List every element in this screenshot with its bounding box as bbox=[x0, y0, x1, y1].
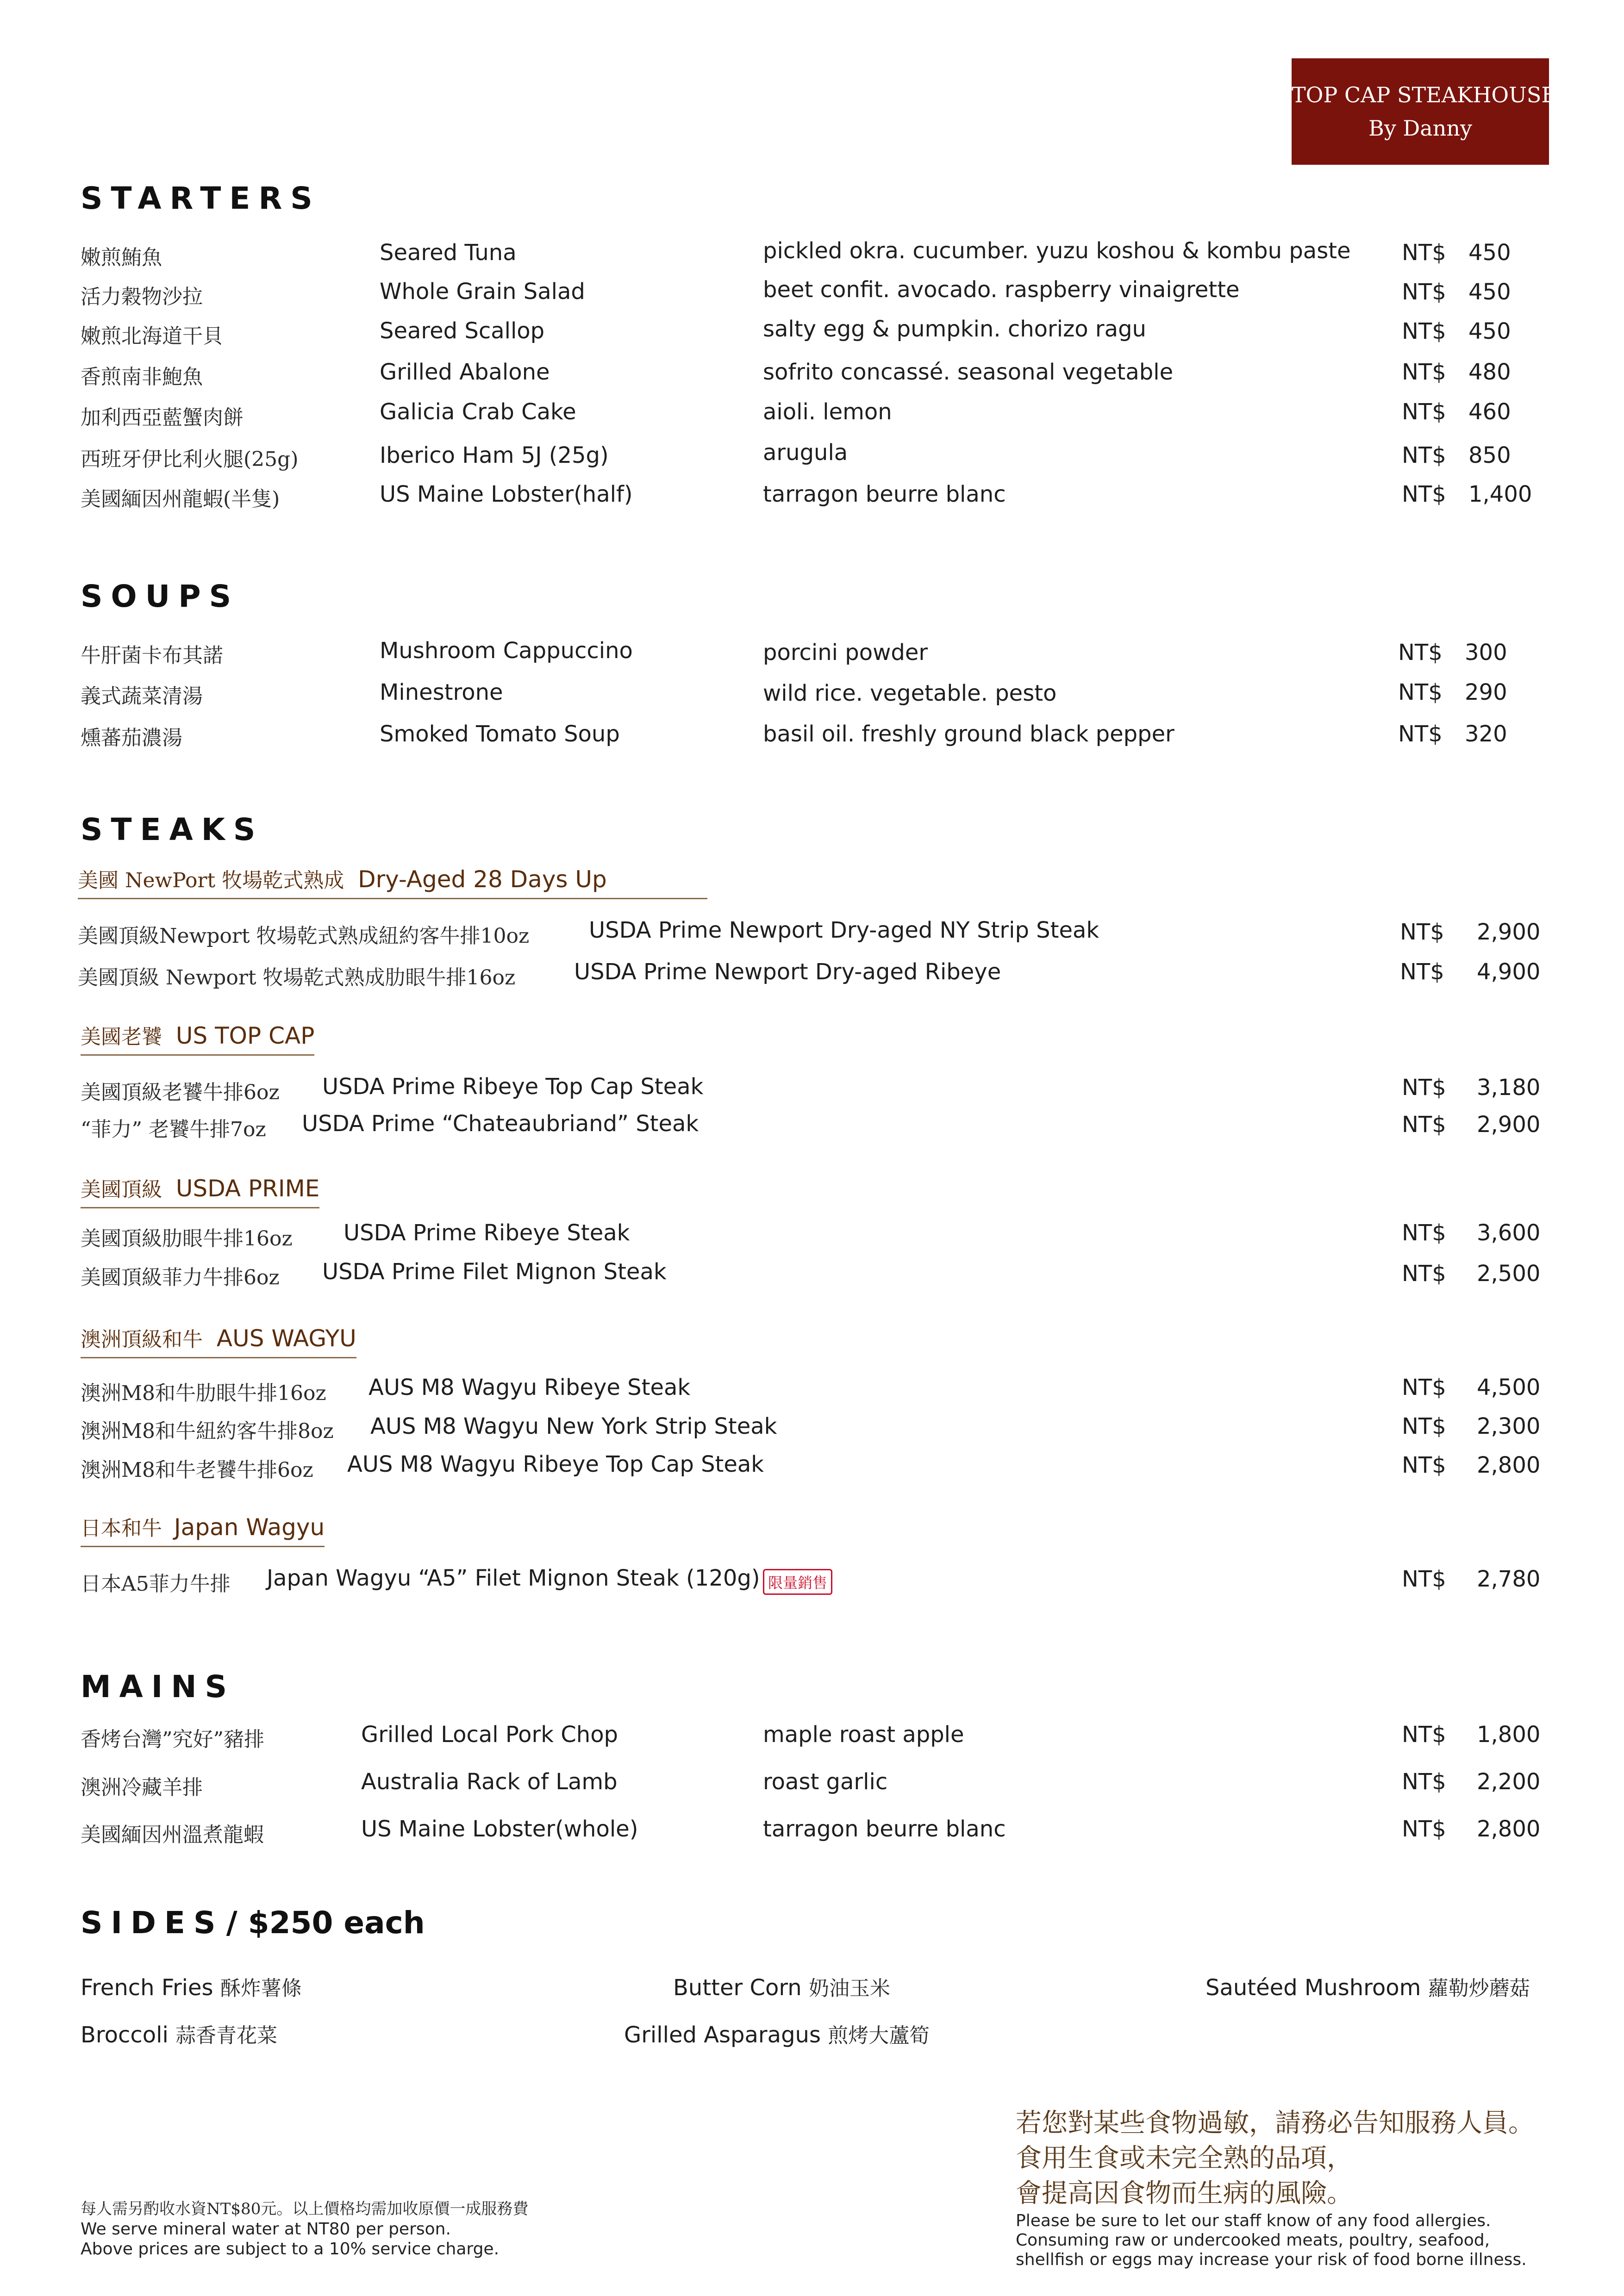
steak-subheading-japan-wagyu bbox=[81, 1512, 325, 1547]
menu-item-en: Seared Scallop bbox=[380, 318, 545, 344]
side-item-en: Broccoli bbox=[81, 2022, 169, 2048]
side-item-en: French Fries bbox=[81, 1975, 213, 2001]
steak-subheading-us-top-cap bbox=[81, 1020, 314, 1056]
menu-item-en: USDA Prime Newport Dry-aged NY Strip Steak bbox=[589, 917, 1099, 943]
menu-item-en: USDA Prime Newport Dry-aged Ribeye bbox=[574, 959, 1001, 985]
subheading-zh: 美國頂級 bbox=[81, 1178, 162, 1201]
menu-item-desc: basil oil. freshly ground black pepper bbox=[763, 721, 1174, 747]
menu-item-zh: 活力穀物沙拉 bbox=[81, 285, 203, 309]
price-value: 2,200 bbox=[1477, 1769, 1541, 1795]
menu-item-en: Galicia Crab Cake bbox=[380, 399, 576, 425]
menu-item-en: US Maine Lobster(whole) bbox=[361, 1816, 638, 1842]
side-item-zh: 奶油玉米 bbox=[808, 1977, 890, 2000]
menu-item-desc: wild rice. vegetable. pesto bbox=[763, 680, 1057, 706]
price-value: 450 bbox=[1468, 240, 1511, 266]
menu-item-en: USDA Prime “Chateaubriand” Steak bbox=[302, 1111, 699, 1137]
service-note-en-charge: Above prices are subject to a 10% service charge. bbox=[81, 2240, 500, 2259]
menu-item-en: Japan Wagyu “A5” Filet Mignon Steak (120g) bbox=[267, 1565, 760, 1591]
price-currency: NT$ bbox=[1402, 1566, 1446, 1592]
price-currency: NT$ bbox=[1402, 1261, 1446, 1287]
menu-item-zh: 美國頂級老饕牛排6oz bbox=[81, 1081, 280, 1104]
price-value: 2,900 bbox=[1477, 919, 1541, 945]
side-item bbox=[81, 1972, 302, 2001]
price-value: 2,300 bbox=[1477, 1413, 1541, 1439]
price-currency: NT$ bbox=[1400, 959, 1444, 985]
price-value: 2,800 bbox=[1477, 1452, 1541, 1478]
menu-item-en: AUS M8 Wagyu Ribeye Steak bbox=[369, 1375, 691, 1400]
menu-item-en: Smoked Tomato Soup bbox=[380, 721, 620, 747]
allergy-notice-zh-1: 若您對某些食物過敏，請務必告知服務人員。 bbox=[1016, 2108, 1534, 2138]
brand-badge bbox=[1292, 58, 1557, 165]
menu-item-en: USDA Prime Filet Mignon Steak bbox=[322, 1259, 667, 1285]
menu-item-desc: salty egg & pumpkin. chorizo ragu bbox=[763, 316, 1146, 342]
menu-item-zh: 澳洲M8和牛肋眼牛排16oz bbox=[81, 1381, 326, 1405]
menu-item-zh: 嫩煎北海道干貝 bbox=[81, 324, 223, 348]
menu-item-zh: 美國緬因州溫煮龍蝦 bbox=[81, 1823, 264, 1847]
brand-byline: By Danny bbox=[1368, 116, 1472, 141]
side-item-en: Butter Corn bbox=[673, 1975, 802, 2001]
price-value: 3,180 bbox=[1477, 1075, 1541, 1101]
price-value: 1,400 bbox=[1468, 481, 1532, 507]
price-value: 2,900 bbox=[1477, 1112, 1541, 1138]
price-value: 450 bbox=[1468, 318, 1511, 344]
menu-item-desc: beet confit. avocado. raspberry vinaigrette bbox=[763, 277, 1240, 303]
price-currency: NT$ bbox=[1402, 1452, 1446, 1478]
price-value: 4,900 bbox=[1477, 959, 1541, 985]
price-currency: NT$ bbox=[1402, 240, 1446, 266]
price-currency: NT$ bbox=[1400, 919, 1444, 945]
side-item bbox=[624, 2019, 930, 2048]
subheading-en: USDA PRIME bbox=[175, 1175, 320, 1202]
menu-item-zh: 美國頂級Newport 牧場乾式熟成紐約客牛排10oz bbox=[78, 924, 530, 948]
service-note-zh: 每人需另酌收水資NT$80元。以上價格均需加收原價一成服務費 bbox=[81, 2200, 529, 2218]
service-note bbox=[81, 2199, 528, 2259]
menu-item-zh: 澳洲冷藏羊排 bbox=[81, 1776, 203, 1799]
menu-item-desc: roast garlic bbox=[763, 1769, 888, 1795]
price-value: 450 bbox=[1468, 279, 1511, 305]
price-currency: NT$ bbox=[1402, 399, 1446, 425]
steak-subheading-dry-aged bbox=[78, 864, 707, 899]
menu-item-zh: 美國頂級菲力牛排6oz bbox=[81, 1266, 280, 1289]
side-item-zh: 酥炸薯條 bbox=[220, 1977, 302, 2000]
menu-item-en: Mushroom Cappuccino bbox=[380, 638, 633, 664]
price-currency: NT$ bbox=[1402, 1413, 1446, 1439]
price-currency: NT$ bbox=[1398, 640, 1443, 666]
price-currency: NT$ bbox=[1402, 1769, 1446, 1795]
menu-item-en: USDA Prime Ribeye Top Cap Steak bbox=[322, 1074, 704, 1100]
allergy-notice-zh-3: 會提高因食物而生病的風險。 bbox=[1016, 2178, 1353, 2209]
side-item-en: Grilled Asparagus bbox=[624, 2022, 821, 2048]
side-item bbox=[673, 1972, 890, 2001]
price-value: 2,780 bbox=[1477, 1566, 1541, 1592]
menu-item-zh: 美國頂級肋眼牛排16oz bbox=[81, 1227, 293, 1251]
menu-item-en: US Maine Lobster(half) bbox=[380, 481, 633, 507]
price-value: 480 bbox=[1468, 359, 1511, 385]
side-item bbox=[81, 2019, 277, 2048]
menu-item-zh: 牛肝菌卡布其諾 bbox=[81, 644, 223, 667]
menu-item-desc: porcini powder bbox=[763, 640, 928, 666]
sides-title: SIDES bbox=[81, 1905, 224, 1941]
menu-item-en: AUS M8 Wagyu Ribeye Top Cap Steak bbox=[347, 1451, 764, 1477]
section-title-soups: SOUPS bbox=[81, 579, 240, 614]
section-title-starters: STARTERS bbox=[81, 180, 321, 216]
price-currency: NT$ bbox=[1402, 1075, 1446, 1101]
menu-item-zh: 義式蔬菜清湯 bbox=[81, 684, 203, 708]
menu-item-en: Australia Rack of Lamb bbox=[361, 1769, 618, 1795]
subheading-zh: 澳洲頂級和牛 bbox=[81, 1328, 203, 1351]
menu-item-zh: 西班牙伊比利火腿(25g) bbox=[81, 448, 299, 471]
menu-item-desc: aioli. lemon bbox=[763, 399, 892, 425]
menu-item-en: AUS M8 Wagyu New York Strip Steak bbox=[370, 1413, 777, 1439]
price-value: 300 bbox=[1465, 640, 1507, 666]
subheading-en: US TOP CAP bbox=[175, 1022, 315, 1049]
price-currency: NT$ bbox=[1402, 279, 1446, 305]
price-currency: NT$ bbox=[1402, 481, 1446, 507]
subheading-zh: 美國老饕 bbox=[81, 1025, 162, 1049]
allergy-notice bbox=[1016, 2106, 1534, 2270]
menu-item-desc: maple roast apple bbox=[763, 1722, 964, 1748]
steak-subheading-usda-prime bbox=[81, 1173, 319, 1208]
menu-item-desc: sofrito concassé. seasonal vegetable bbox=[763, 359, 1174, 385]
price-currency: NT$ bbox=[1402, 318, 1446, 344]
service-note-en-water: We serve mineral water at NT80 per person. bbox=[81, 2220, 451, 2239]
price-currency: NT$ bbox=[1402, 1722, 1446, 1748]
subheading-en: AUS WAGYU bbox=[216, 1325, 356, 1352]
price-currency: NT$ bbox=[1402, 1375, 1446, 1400]
menu-item-en: Grilled Local Pork Chop bbox=[361, 1722, 618, 1748]
price-value: 460 bbox=[1468, 399, 1511, 425]
allergy-notice-zh-2: 食用生食或未完全熟的品項， bbox=[1016, 2143, 1353, 2173]
subheading-zh: 日本和牛 bbox=[81, 1517, 162, 1540]
allergy-notice-en-3: shellfish or eggs may increase your risk of food borne illness. bbox=[1016, 2250, 1527, 2269]
price-value: 290 bbox=[1465, 679, 1507, 705]
menu-item-en: Minestrone bbox=[380, 679, 503, 705]
price-currency: NT$ bbox=[1402, 359, 1446, 385]
subheading-zh: 美國 NewPort 牧場乾式熟成 bbox=[78, 869, 344, 892]
menu-item-zh: 香烤台灣”究好”豬排 bbox=[81, 1728, 264, 1751]
price-value: 2,800 bbox=[1477, 1816, 1541, 1842]
sides-price-note: / $250 each bbox=[226, 1905, 425, 1941]
allergy-notice-en-1: Please be sure to let our staff know of any food allergies. bbox=[1016, 2211, 1491, 2230]
price-currency: NT$ bbox=[1402, 1112, 1446, 1138]
price-currency: NT$ bbox=[1402, 1816, 1446, 1842]
menu-item-zh: 澳洲M8和牛老饕牛排6oz bbox=[81, 1458, 313, 1482]
subheading-en: Japan Wagyu bbox=[174, 1514, 325, 1541]
menu-item-desc: pickled okra. cucumber. yuzu koshou & kombu paste bbox=[763, 238, 1351, 264]
brand-name: TOP CAP STEAKHOUSE bbox=[1292, 82, 1557, 107]
limited-sale-badge: 限量銷售 bbox=[763, 1569, 832, 1595]
menu-item-zh: 燻蕃茄濃湯 bbox=[81, 726, 182, 750]
menu-item-desc: arugula bbox=[763, 440, 848, 466]
price-currency: NT$ bbox=[1398, 679, 1443, 705]
menu-item-zh: “菲力” 老饕牛排7oz bbox=[81, 1118, 266, 1141]
price-value: 1,800 bbox=[1477, 1722, 1541, 1748]
price-value: 4,500 bbox=[1477, 1375, 1541, 1400]
subheading-en: Dry-Aged 28 Days Up bbox=[358, 866, 607, 893]
menu-item-en: USDA Prime Ribeye Steak bbox=[344, 1220, 630, 1246]
menu-item-en: Seared Tuna bbox=[380, 240, 517, 266]
side-item-zh: 蘿勒炒蘑菇 bbox=[1428, 1977, 1530, 2000]
side-item bbox=[1206, 1972, 1530, 2001]
menu-item-zh: 美國頂級 Newport 牧場乾式熟成肋眼牛排16oz bbox=[78, 966, 516, 989]
menu-item-zh: 加利西亞藍蟹肉餅 bbox=[81, 406, 244, 429]
price-value: 320 bbox=[1465, 721, 1507, 747]
steak-subheading-aus-wagyu bbox=[81, 1323, 356, 1358]
side-item-zh: 煎烤大蘆筍 bbox=[828, 2024, 930, 2047]
menu-item-zh: 美國緬因州龍蝦(半隻) bbox=[81, 487, 280, 511]
menu-item-zh: 嫩煎鮪魚 bbox=[81, 246, 162, 269]
menu-item-zh: 日本A5菲力牛排 bbox=[81, 1572, 231, 1596]
price-value: 3,600 bbox=[1477, 1220, 1541, 1246]
price-value: 2,500 bbox=[1477, 1261, 1541, 1287]
side-item-zh: 蒜香青花菜 bbox=[175, 2024, 278, 2047]
allergy-notice-en-2: Consuming raw or undercooked meats, poultry, seafood, bbox=[1016, 2231, 1490, 2250]
menu-item-desc: tarragon beurre blanc bbox=[763, 1816, 1006, 1842]
side-item-en: Sautéed Mushroom bbox=[1206, 1975, 1421, 2001]
price-currency: NT$ bbox=[1402, 1220, 1446, 1246]
menu-item-zh: 香煎南非鮑魚 bbox=[81, 365, 203, 389]
section-title-mains: MAINS bbox=[81, 1669, 236, 1705]
price-currency: NT$ bbox=[1402, 442, 1446, 468]
section-title-steaks: STEAKS bbox=[81, 812, 264, 847]
section-title-sides bbox=[81, 1905, 425, 1941]
menu-item-desc: tarragon beurre blanc bbox=[763, 481, 1006, 507]
menu-item-en: Iberico Ham 5J (25g) bbox=[380, 442, 609, 468]
menu-item-zh: 澳洲M8和牛紐約客牛排8oz bbox=[81, 1419, 334, 1443]
menu-item-en: Grilled Abalone bbox=[380, 359, 550, 385]
price-currency: NT$ bbox=[1398, 721, 1443, 747]
menu-item-en: Whole Grain Salad bbox=[380, 279, 585, 305]
price-value: 850 bbox=[1468, 442, 1511, 468]
